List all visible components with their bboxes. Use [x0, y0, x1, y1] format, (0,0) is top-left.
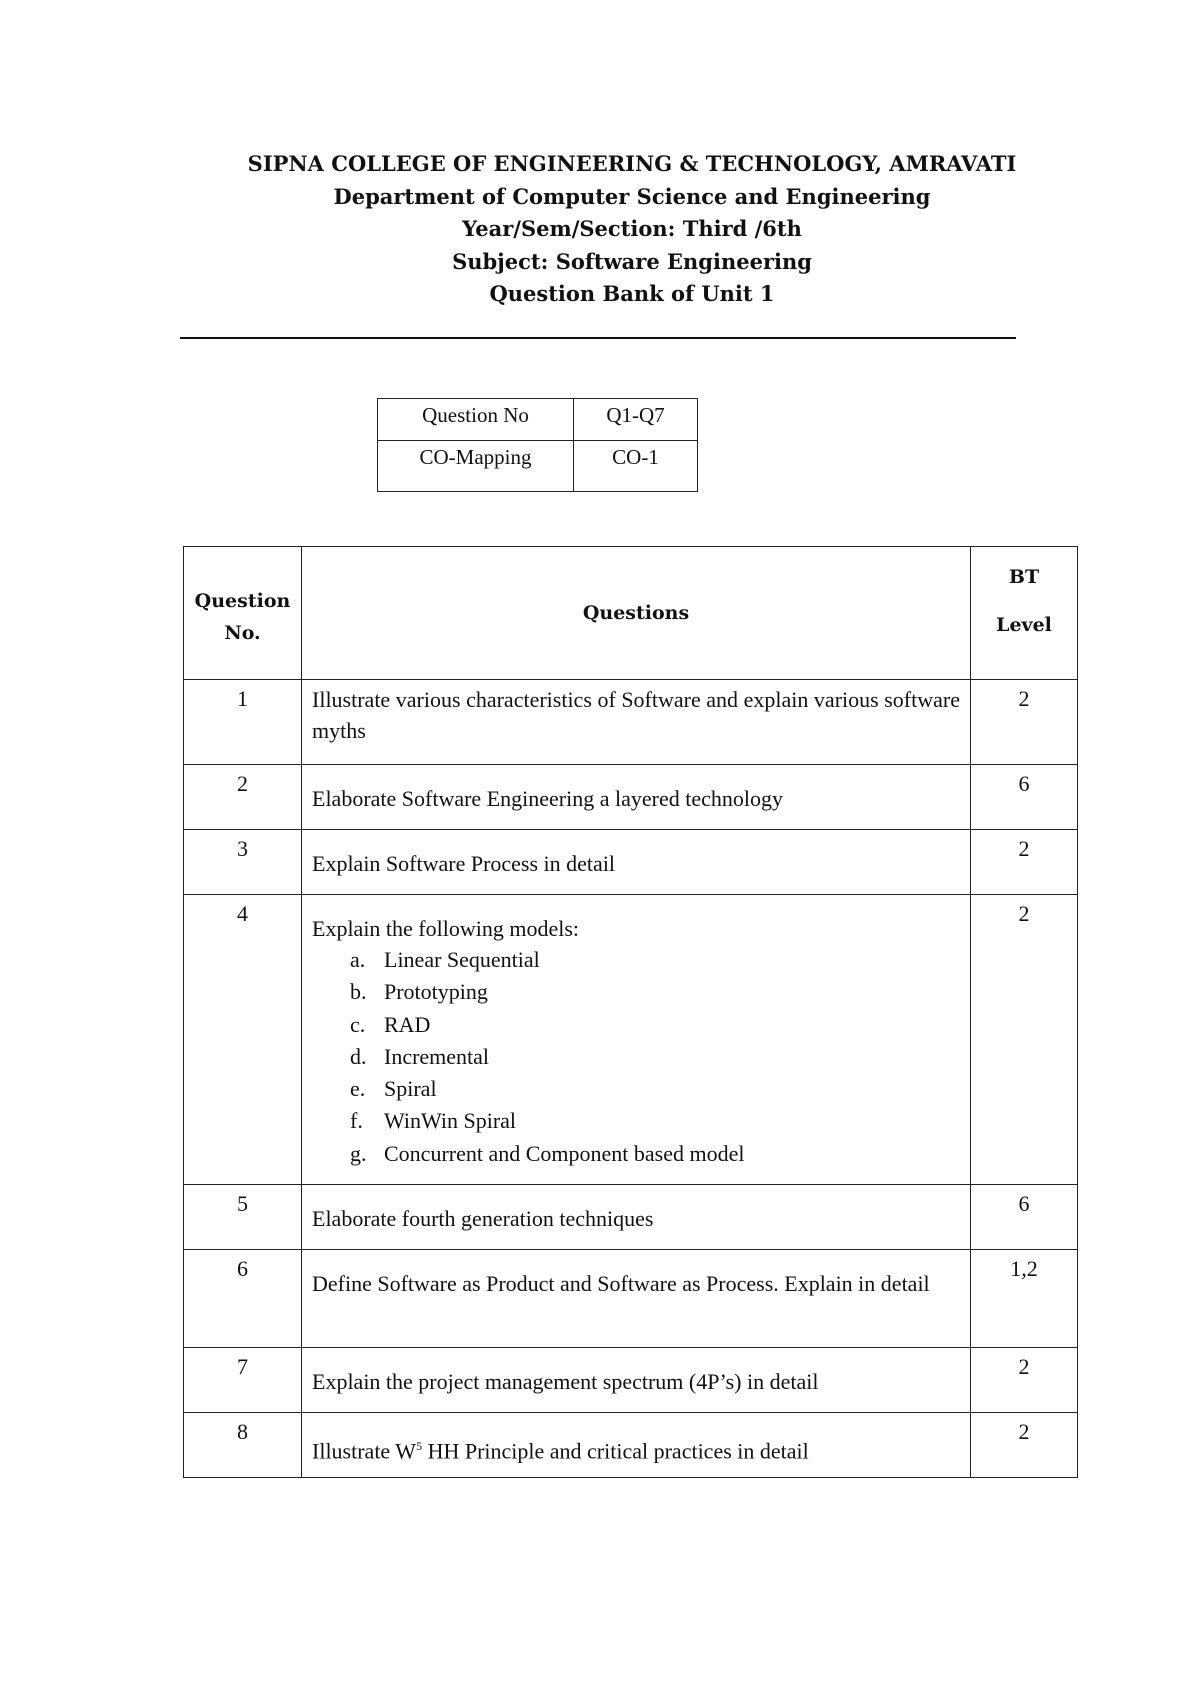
list-item [312, 1105, 960, 1137]
question-number: 2 [184, 765, 302, 830]
list-item-text: Linear Sequential [384, 947, 540, 972]
list-item [312, 1138, 960, 1170]
bt-level: 2 [971, 830, 1078, 895]
college-name: SIPNA COLLEGE OF ENGINEERING & TECHNOLOGY, AMRAVATI [247, 151, 1017, 176]
question-text: Illustrate various characteristics of Software and explain various software myths [302, 680, 971, 765]
co-label: Question No [378, 399, 574, 441]
list-item-letter: f. [350, 1108, 363, 1134]
header-question-no-line1: Question [194, 589, 291, 612]
table-header-row [184, 547, 1078, 680]
list-item [312, 944, 960, 976]
question-number: 1 [184, 680, 302, 765]
list-item-letter: b. [350, 979, 367, 1005]
header-bt-line2: Level [996, 614, 1052, 636]
list-item [312, 976, 960, 1008]
co-value: Q1-Q7 [574, 399, 698, 441]
question-bank-title: Question Bank of Unit 1 [489, 281, 775, 306]
list-item [312, 1041, 960, 1073]
table-row [184, 1348, 1078, 1413]
bt-level: 6 [971, 1185, 1078, 1250]
header-question-no [184, 547, 302, 680]
list-item-text: Spiral [384, 1076, 437, 1102]
model-list [312, 944, 960, 1170]
list-item-letter: e. [350, 1076, 366, 1102]
header-divider [180, 337, 1016, 339]
list-item-text: Concurrent and Component based model [384, 1140, 745, 1166]
co-label: CO-Mapping [378, 441, 574, 492]
co-row [378, 399, 698, 441]
bt-level: 2 [971, 1413, 1078, 1478]
header-questions: Questions [302, 547, 971, 680]
bt-level: 2 [971, 895, 1078, 1185]
bt-level: 1,2 [971, 1250, 1078, 1348]
table-row [184, 1413, 1078, 1478]
list-item [312, 1073, 960, 1105]
question-text-cell [302, 895, 971, 1185]
table-row [184, 830, 1078, 895]
question-table [183, 546, 1078, 1478]
list-item-text: Incremental [384, 1043, 490, 1069]
list-item-letter: d. [350, 1043, 367, 1069]
bt-level: 2 [971, 680, 1078, 765]
table-row [184, 765, 1078, 830]
co-row [378, 441, 698, 492]
question-text-part: HH Principle and critical practices in detail [422, 1438, 809, 1464]
question-text: Explain Software Process in detail [302, 830, 971, 895]
list-item-letter: c. [350, 1011, 366, 1037]
question-text: Explain the project management spectrum (4P’s) in detail [302, 1348, 971, 1413]
year-sem-section: Year/Sem/Section: Third /6th [462, 216, 802, 241]
subject-title: Subject: Software Engineering [452, 248, 812, 274]
table-row [184, 895, 1078, 1185]
header-bt-level [971, 547, 1078, 680]
question-number: 4 [184, 895, 302, 1185]
co-mapping-table [377, 398, 698, 492]
list-item [312, 1009, 960, 1041]
question-text: Elaborate Software Engineering a layered technology [302, 765, 971, 830]
question-text [302, 1413, 971, 1478]
list-item-text: WinWin Spiral [384, 1108, 517, 1134]
question-text: Explain the following models: [312, 916, 580, 941]
table-row [184, 1185, 1078, 1250]
list-item-text: Prototyping [384, 979, 488, 1005]
document-header [0, 148, 1200, 311]
list-item-text: RAD [384, 1011, 431, 1037]
bt-level: 6 [971, 765, 1078, 830]
header-question-no-line2: No. [224, 621, 261, 644]
list-item-letter: a. [350, 947, 366, 972]
question-number: 6 [184, 1250, 302, 1348]
table-row [184, 680, 1078, 765]
co-value: CO-1 [574, 441, 698, 492]
question-number: 5 [184, 1185, 302, 1250]
question-text: Define Software as Product and Software as Process. Explain in detail [302, 1250, 971, 1348]
header-bt-line1: BT [1008, 566, 1040, 588]
table-row [184, 1250, 1078, 1348]
list-item-letter: g. [350, 1140, 367, 1166]
question-number: 7 [184, 1348, 302, 1413]
superscript: 5 [416, 1439, 423, 1453]
question-text-part: Illustrate W [312, 1438, 417, 1464]
question-number: 8 [184, 1413, 302, 1478]
question-text: Elaborate fourth generation techniques [302, 1185, 971, 1250]
department-name: Department of Computer Science and Engineering [333, 183, 931, 209]
question-number: 3 [184, 830, 302, 895]
bt-level: 2 [971, 1348, 1078, 1413]
